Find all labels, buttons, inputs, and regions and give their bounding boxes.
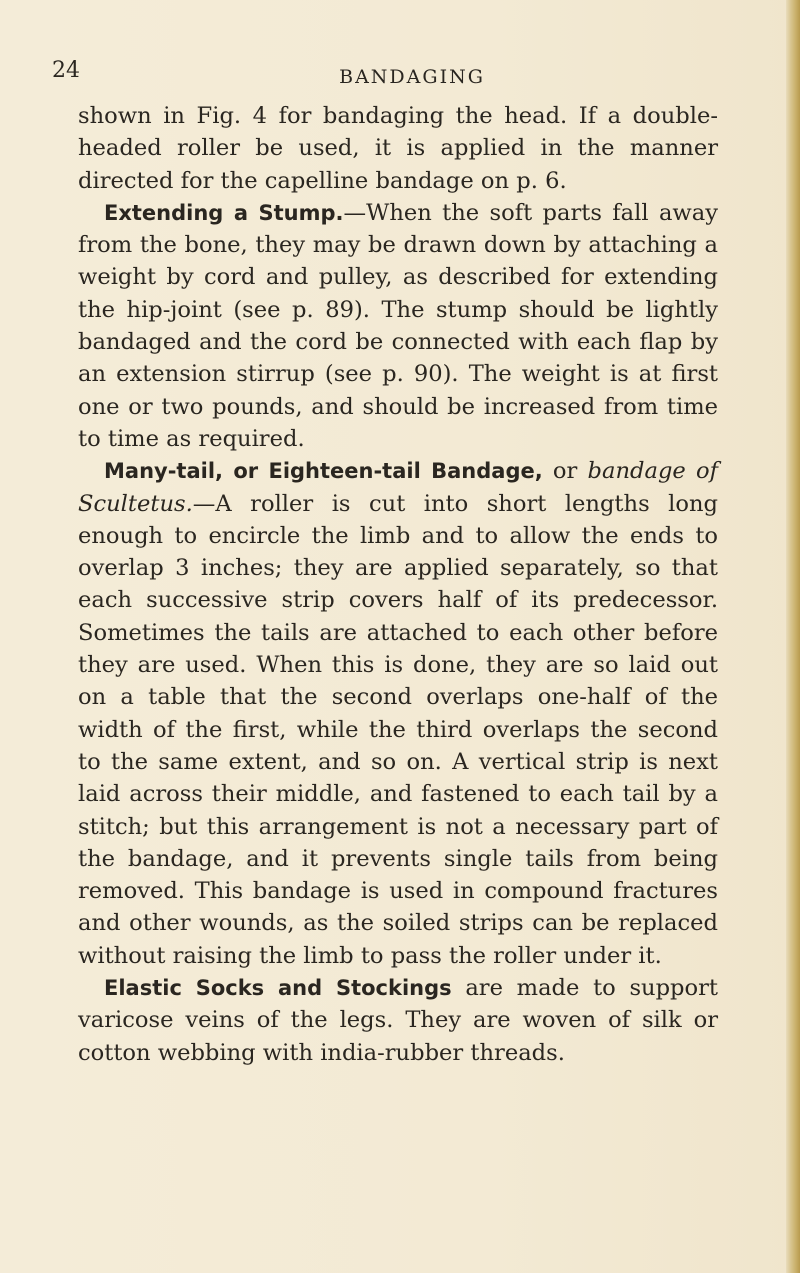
section-heading-many-tail: Many-tail, or Eighteen-tail Bandage, (104, 459, 543, 484)
paragraph-text: shown in Fig. 4 for bandaging the head. If a double-headed roller be used, it is applied in the manner directed for the capelline bandage on p. 6. (78, 103, 718, 194)
paragraph-continuation (78, 100, 718, 197)
section-heading-extending-stump: Extending a Stump. (104, 200, 344, 225)
paragraph-many-tail-bandage (78, 455, 718, 972)
paragraph-text: are made to support varicose veins of the legs. They are woven of silk or cotton webbing with india-rubber threads. (78, 975, 718, 1066)
paragraph-text: —A roller is cut into short lengths long enough to encircle the limb and to allow the ends to overlap 3 inches; they are applied separately, so that each successive strip covers half of its predecessor. Sometimes the tails are attached to each other before they are used. When this is done, they are so laid out on a table that the second overlaps one-half of the width of the first, while the third overlaps the second to the same extent, and so on. A vertical strip is next laid across their middle, and fastened to each tail by a stitch; but this arrangement is not a necessary part of the bandage, and it prevents single tails from being removed. This bandage is used in compound fractures and other wounds, as the soiled strips can be replaced without raising the limb to pass the roller under it. (78, 490, 718, 969)
body-text (78, 100, 718, 1069)
italic-term: bandage of Scultetus. (78, 458, 718, 517)
page-edge-shadow (786, 0, 800, 1273)
heading-connector: or (542, 458, 588, 485)
paragraph-extending-stump (78, 197, 718, 455)
running-head: BANDAGING (339, 66, 485, 88)
page-number: 24 (52, 58, 80, 83)
paragraph-elastic-socks (78, 972, 718, 1069)
paragraph-text: —When the soft parts fall away from the bone, they may be drawn down by attaching a weight by cord and pulley, as described for extending the hip-joint (see p. 89). The stump should be lightly bandaged and the cord be connected with each flap by an extension stirrup (see p. 90). The weight is at first one or two pounds, and should be increased from time to time as required. (78, 199, 718, 452)
section-heading-elastic-socks: Elastic Socks and Stockings (104, 976, 452, 1001)
